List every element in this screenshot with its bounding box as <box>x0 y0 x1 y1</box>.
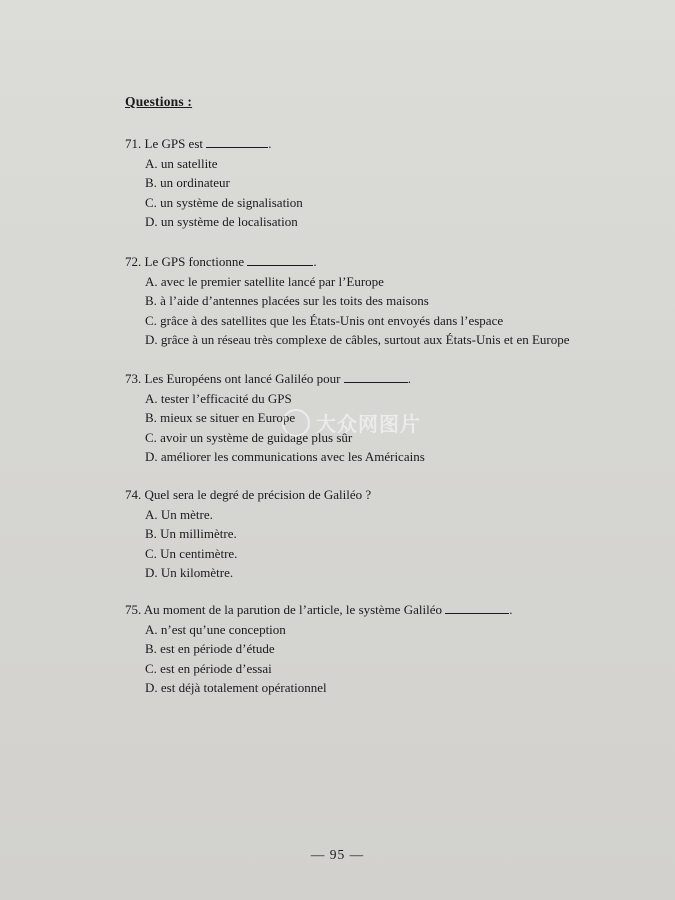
option-b: B. mieux se situer en Europe <box>145 410 296 425</box>
page-number: — 95 — <box>310 847 365 862</box>
option-c: C. Un centimètre. <box>145 545 238 561</box>
option-b: B. un ordinateur <box>145 175 230 190</box>
answer-blank <box>247 253 313 266</box>
option-d: D. est déjà totalement opérationnel <box>145 680 327 695</box>
option-d: D. grâce à un réseau très complexe de câbles, surtout aux États-Unis et en Europe <box>145 332 570 347</box>
answer-blank <box>445 601 509 614</box>
option-c: C. est en période d’essai <box>145 660 272 676</box>
question-71 <box>125 134 303 232</box>
option-c: C. grâce à des satellites que les États-Unis ont envoyés dans l’espace <box>145 312 504 328</box>
watermark <box>282 408 421 437</box>
question-stem <box>125 600 512 620</box>
option-b: B. est en période d’étude <box>145 641 275 656</box>
question-stem <box>125 252 570 272</box>
question-end: . <box>313 254 317 269</box>
question-text: 71. Le GPS est <box>125 136 203 151</box>
option-d: D. un système de localisation <box>145 214 298 229</box>
watermark-logo-icon <box>282 409 310 437</box>
option-a: A. Un mètre. <box>145 506 213 522</box>
watermark-text: 大众网图片 <box>316 412 421 436</box>
question-text: 73. Les Européens ont lancé Galiléo pour <box>125 371 341 386</box>
question-stem <box>125 485 371 505</box>
question-text: 74. Quel sera le degré de précision de Galiléo ? <box>125 487 372 502</box>
option-a: A. avec le premier satellite lancé par l’Europe <box>145 273 384 289</box>
question-75 <box>125 600 512 698</box>
questions-heading: Questions : <box>125 94 193 109</box>
question-end: . <box>407 371 412 386</box>
answer-blank <box>344 370 408 383</box>
question-end: . <box>509 602 513 617</box>
question-end: . <box>268 136 272 151</box>
option-b: B. à l’aide d’antennes placées sur les toits des maisons <box>145 293 429 308</box>
question-74 <box>125 485 371 583</box>
option-a: A. un satellite <box>145 155 218 171</box>
question-text: 72. Le GPS fonctionne <box>125 254 245 269</box>
question-72 <box>125 252 570 350</box>
option-d: D. améliorer les communications avec les Américains <box>145 449 425 464</box>
answer-blank <box>206 135 268 148</box>
option-c: C. un système de signalisation <box>145 194 303 210</box>
option-a: A. tester l’efficacité du GPS <box>145 390 292 406</box>
option-b: B. Un millimètre. <box>145 526 237 541</box>
question-stem <box>125 369 425 389</box>
option-a: A. n’est qu’une conception <box>145 621 286 637</box>
option-d: D. Un kilomètre. <box>145 565 234 580</box>
question-text: 75. Au moment de la parution de l’article, le système Galiléo <box>125 602 442 617</box>
option-c: C. avoir un système de guidage plus sûr <box>145 429 353 445</box>
question-stem <box>125 134 303 154</box>
